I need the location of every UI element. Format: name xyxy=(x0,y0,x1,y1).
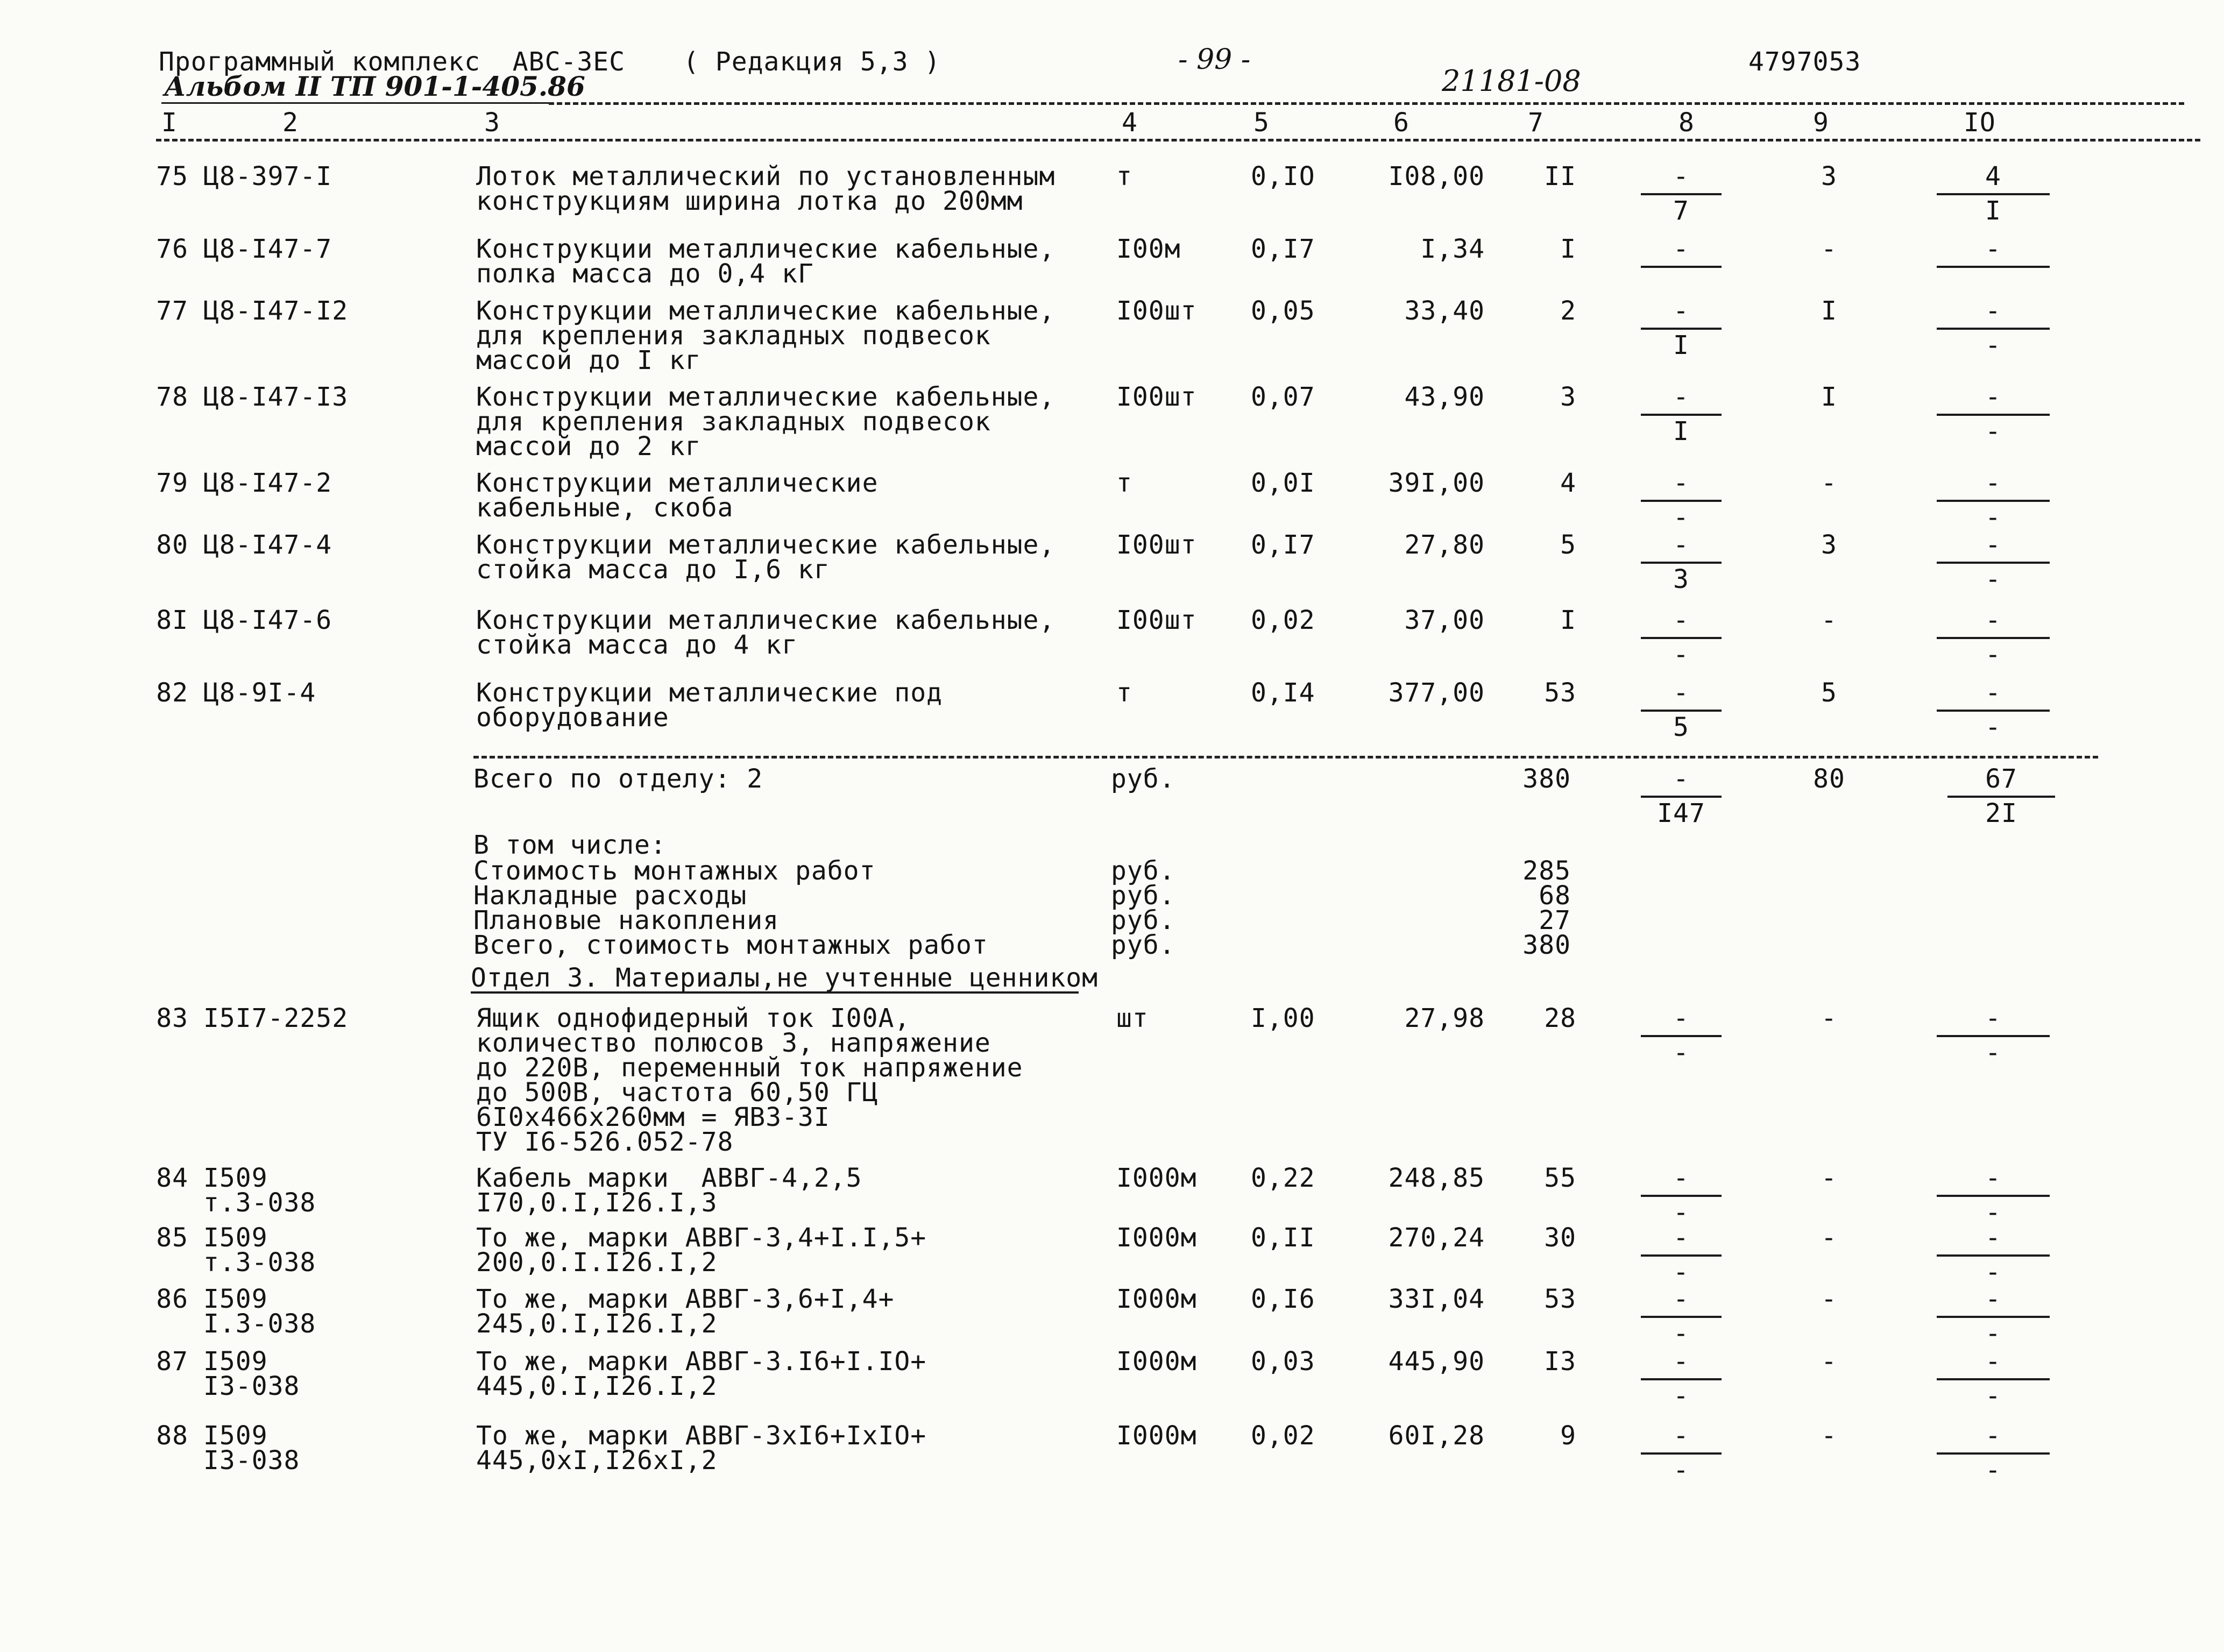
fraction-bar xyxy=(1641,710,1722,712)
fraction-bar xyxy=(1641,193,1722,195)
quantity-cell: 0,0I xyxy=(1251,468,1315,498)
item-code: I509 xyxy=(203,1346,268,1377)
column-number: 8 xyxy=(1678,108,1695,138)
col8-bottom: - xyxy=(1673,1038,1689,1068)
fraction-bar xyxy=(1641,562,1722,564)
col8-top: - xyxy=(1673,1346,1689,1377)
col10-fraction xyxy=(1937,680,2050,745)
item-code: Ц8-I47-I2 xyxy=(203,296,349,326)
col8-top: - xyxy=(1673,1003,1689,1033)
col10-bottom: - xyxy=(1985,1257,2001,1287)
item-code-line2: I3-038 xyxy=(203,1445,300,1476)
col10-bottom: - xyxy=(1985,640,2001,670)
item-description-line: 445,0.I,I26.I,2 xyxy=(476,1371,718,1401)
unit-price-cell: 27,80 xyxy=(1404,530,1485,560)
col8-top: - xyxy=(1673,161,1689,192)
col10-fraction xyxy=(1937,382,2050,449)
col8-top: - xyxy=(1673,296,1689,326)
col8-bottom: 7 xyxy=(1673,196,1689,226)
total-cell: 30 xyxy=(1544,1223,1576,1253)
col10-fraction xyxy=(1937,1163,2050,1230)
quantity-cell: 0,05 xyxy=(1251,296,1315,326)
unit-cell: I00шт xyxy=(1116,530,1197,560)
total-cell: I xyxy=(1560,234,1576,264)
fraction-bar xyxy=(1641,266,1722,268)
col10-bottom: - xyxy=(1985,1381,2001,1411)
breakdown-label: Всего, стоимость монтажных работ xyxy=(473,930,988,960)
breakdown-label: Плановые накопления xyxy=(473,905,780,935)
item-code: Ц8-I47-6 xyxy=(203,605,332,635)
col9-cell: 3 xyxy=(1821,530,1837,560)
breakdown-label: Накладные расходы xyxy=(473,881,747,911)
item-description-line: То же, марки АВВГ-3.I6+I.IO+ xyxy=(476,1346,927,1377)
col10-bottom: - xyxy=(1985,1197,2001,1228)
fraction-bar xyxy=(1937,266,2050,268)
fraction-bar xyxy=(1641,1316,1722,1318)
total-cell: II xyxy=(1544,161,1576,192)
col10-fraction xyxy=(1937,296,2050,363)
item-description-line: до 220В, переменный ток напряжение xyxy=(476,1053,1023,1083)
col9-cell: - xyxy=(1821,605,1837,635)
item-description-line: Конструкции металлические кабельные, xyxy=(476,382,1056,412)
fraction-bar xyxy=(1641,1254,1722,1257)
item-code-line2: I3-038 xyxy=(203,1371,300,1401)
fraction-bar xyxy=(1937,1195,2050,1197)
fraction-bar xyxy=(1641,637,1722,639)
unit-cell: I00шт xyxy=(1116,382,1197,412)
col10-top: - xyxy=(1985,678,2001,708)
unit-price-cell: 60I,28 xyxy=(1388,1421,1485,1451)
item-description-line: стойка масса до I,6 кг xyxy=(476,555,830,585)
item-description-line: Конструкции металлические кабельные, xyxy=(476,234,1056,264)
column-number: 5 xyxy=(1253,108,1270,138)
col10-fraction xyxy=(1937,468,2050,535)
col9-cell: - xyxy=(1821,1346,1837,1377)
col10-bottom: - xyxy=(1985,564,2001,594)
col9-cell: - xyxy=(1821,1421,1837,1451)
quantity-cell: 0,IO xyxy=(1251,161,1315,192)
total-cell: 3 xyxy=(1560,382,1576,412)
item-description-line: конструкциям ширина лотка до 200мм xyxy=(476,186,1023,216)
item-code: Ц8-I47-7 xyxy=(203,234,332,264)
fraction-bar xyxy=(1641,1035,1722,1037)
inventory-number: 4797053 xyxy=(1748,47,1861,77)
total-value: 380 xyxy=(1522,764,1571,794)
col9-cell: 5 xyxy=(1821,678,1837,708)
col10-top: - xyxy=(1985,234,2001,264)
col8-fraction xyxy=(1641,296,1722,363)
item-description-line: для крепления закладных подвесок xyxy=(476,407,991,437)
edition-label: ( Редакция 5,3 ) xyxy=(683,47,941,77)
breakdown-value: 285 xyxy=(1522,856,1571,886)
col8-bottom: - xyxy=(1673,1455,1689,1485)
page-number: - 99 - xyxy=(1178,44,1251,76)
col8-top: - xyxy=(1673,530,1689,560)
col10-bottom: - xyxy=(1985,1038,2001,1068)
total-col9: 80 xyxy=(1813,764,1845,794)
item-description-line: 200,0.I.I26.I,2 xyxy=(476,1247,718,1278)
item-description-line: 245,0.I,I26.I,2 xyxy=(476,1309,718,1339)
unit-price-cell: I,34 xyxy=(1420,234,1485,264)
unit-price-cell: 33I,04 xyxy=(1388,1284,1485,1314)
item-description-line: для крепления закладных подвесок xyxy=(476,321,991,351)
row-number: 87 xyxy=(156,1346,188,1377)
total-cell: 5 xyxy=(1560,530,1576,560)
column-number: 9 xyxy=(1813,108,1829,138)
row-number: 88 xyxy=(156,1421,188,1451)
fraction-bar xyxy=(1641,1452,1722,1455)
total-label: Всего по отделу: 2 xyxy=(473,764,763,794)
col10-fraction xyxy=(1937,1346,2050,1414)
unit-price-cell: 377,00 xyxy=(1388,678,1485,708)
item-description-line: Конструкции металлические под xyxy=(476,678,943,708)
row-number: 79 xyxy=(156,468,188,498)
item-code: Ц8-I47-4 xyxy=(203,530,332,560)
total-cell: 2 xyxy=(1560,296,1576,326)
col10-top: - xyxy=(1985,382,2001,412)
column-number: I xyxy=(161,108,178,138)
item-description-line: кабельные, скоба xyxy=(476,493,734,523)
col8-bottom: - xyxy=(1673,1257,1689,1287)
col8-fraction xyxy=(1641,1225,1722,1290)
breakdown-unit: руб. xyxy=(1111,881,1175,911)
item-description-line: количество полюсов 3, напряжение xyxy=(476,1028,991,1058)
fraction-bar xyxy=(1947,796,2055,798)
album-underline xyxy=(161,102,549,104)
item-description-line: Лоток металлический по установленным xyxy=(476,161,1056,192)
unit-price-cell: 39I,00 xyxy=(1388,468,1485,498)
breakdown-value: 27 xyxy=(1539,905,1571,935)
breakdown-unit: руб. xyxy=(1111,930,1175,960)
unit-price-cell: 43,90 xyxy=(1404,382,1485,412)
fraction-bar xyxy=(1937,1378,2050,1380)
breakdown-unit: руб. xyxy=(1111,856,1175,886)
col8-top: - xyxy=(1673,382,1689,412)
col10-bottom: - xyxy=(1985,1318,2001,1349)
fraction-bar xyxy=(1937,637,2050,639)
col10-fraction xyxy=(1937,1003,2050,1070)
col10-top: - xyxy=(1985,1163,2001,1193)
col9-cell: - xyxy=(1821,1163,1837,1193)
col9-cell: I xyxy=(1821,382,1837,412)
col10-bottom: - xyxy=(1985,416,2001,446)
fraction-bar xyxy=(1641,1378,1722,1380)
col9-cell: I xyxy=(1821,296,1837,326)
fraction-bar xyxy=(1641,414,1722,416)
col10-bottom: - xyxy=(1985,712,2001,742)
col10-bottom: - xyxy=(1985,330,2001,360)
col8-top: - xyxy=(1673,1284,1689,1314)
col9-cell: - xyxy=(1821,234,1837,264)
album-reference: Альбом II ТП 901-1-405.86 xyxy=(164,70,585,102)
unit-cell: I000м xyxy=(1116,1284,1197,1314)
col10-top: - xyxy=(1985,468,2001,498)
column-number: 6 xyxy=(1393,108,1410,138)
section-title-underline xyxy=(471,991,1079,994)
column-number: 2 xyxy=(282,108,299,138)
total-col10-bottom: 2I xyxy=(1985,798,2017,828)
total-cell: 55 xyxy=(1544,1163,1576,1193)
col8-bottom: - xyxy=(1673,1381,1689,1411)
total-cell: I xyxy=(1560,605,1576,635)
breakdown-value: 68 xyxy=(1539,881,1571,911)
item-code: I5I7-2252 xyxy=(203,1003,349,1033)
fraction-bar xyxy=(1937,1316,2050,1318)
col8-top: - xyxy=(1673,1421,1689,1451)
fraction-bar xyxy=(1937,1452,2050,1455)
unit-cell: шт xyxy=(1116,1003,1149,1033)
unit-cell: I00шт xyxy=(1116,605,1197,635)
item-code: I509 xyxy=(203,1223,268,1253)
col8-top: - xyxy=(1673,468,1689,498)
fraction-bar xyxy=(1937,562,2050,564)
total-col8-fraction xyxy=(1641,764,1722,831)
fraction-bar xyxy=(1937,710,2050,712)
col9-cell: 3 xyxy=(1821,161,1837,192)
unit-price-cell: 27,98 xyxy=(1404,1003,1485,1033)
unit-cell: I000м xyxy=(1116,1346,1197,1377)
quantity-cell: 0,I7 xyxy=(1251,530,1315,560)
col9-cell: - xyxy=(1821,1284,1837,1314)
col8-fraction xyxy=(1641,1003,1722,1070)
header-divider-top xyxy=(549,102,2184,105)
column-number: 7 xyxy=(1528,108,1544,138)
fraction-bar xyxy=(1937,414,2050,416)
item-description-line: Конструкции металлические кабельные, xyxy=(476,530,1056,560)
col8-top: - xyxy=(1673,1223,1689,1253)
unit-price-cell: I08,00 xyxy=(1388,161,1485,192)
item-description-line: массой до I кг xyxy=(476,345,702,375)
col8-fraction xyxy=(1641,1423,1722,1488)
fraction-bar xyxy=(1641,796,1722,798)
section-divider xyxy=(473,756,2098,758)
row-number: 8I xyxy=(156,605,188,635)
col8-fraction xyxy=(1641,468,1722,535)
item-description-line: оборудование xyxy=(476,703,669,733)
item-description-line: 445,0хI,I26хI,2 xyxy=(476,1445,718,1476)
col10-top: - xyxy=(1985,1003,2001,1033)
col8-bottom: - xyxy=(1673,1318,1689,1349)
total-col10-fraction xyxy=(1947,764,2055,831)
row-number: 76 xyxy=(156,234,188,264)
col8-bottom: I xyxy=(1673,416,1689,446)
fraction-bar xyxy=(1641,500,1722,502)
section-title: Отдел 3. Материалы,не учтенные ценником xyxy=(471,963,1099,993)
col8-bottom: 5 xyxy=(1673,712,1689,742)
unit-cell: I000м xyxy=(1116,1421,1197,1451)
col10-fraction xyxy=(1937,161,2050,229)
row-number: 78 xyxy=(156,382,188,412)
col9-cell: - xyxy=(1821,468,1837,498)
item-code-line2: т.3-038 xyxy=(203,1247,316,1278)
unit-cell: т xyxy=(1116,678,1132,708)
col10-top: - xyxy=(1985,1421,2001,1451)
fraction-bar xyxy=(1937,1035,2050,1037)
row-number: 82 xyxy=(156,678,188,708)
item-description-line: массой до 2 кг xyxy=(476,431,702,462)
item-description-line: Ящик однофидерный ток I00A, xyxy=(476,1003,911,1033)
row-number: 80 xyxy=(156,530,188,560)
item-code: I509 xyxy=(203,1284,268,1314)
col8-fraction xyxy=(1641,161,1722,229)
col8-bottom: - xyxy=(1673,502,1689,533)
col9-cell: - xyxy=(1821,1003,1837,1033)
fraction-bar xyxy=(1937,1254,2050,1257)
fraction-bar xyxy=(1641,1195,1722,1197)
item-description-line: полка масса до 0,4 кГ xyxy=(476,259,814,289)
header-divider-bottom xyxy=(156,139,2200,141)
col10-bottom: - xyxy=(1985,502,2001,533)
col8-top: - xyxy=(1673,605,1689,635)
item-description-line: 6I0х466х260мм = ЯВЗ-3I xyxy=(476,1102,830,1132)
row-number: 85 xyxy=(156,1223,188,1253)
quantity-cell: 0,I4 xyxy=(1251,678,1315,708)
total-cell: 53 xyxy=(1544,678,1576,708)
item-description-line: I70,0.I,I26.I,3 xyxy=(476,1188,718,1218)
col10-bottom: I xyxy=(1985,196,2001,226)
item-code: Ц8-9I-4 xyxy=(203,678,316,708)
row-number: 84 xyxy=(156,1163,188,1193)
total-unit: руб. xyxy=(1111,764,1175,794)
fraction-bar xyxy=(1937,500,2050,502)
fraction-bar xyxy=(1641,328,1722,330)
item-code: I509 xyxy=(203,1163,268,1193)
col10-fraction xyxy=(1937,1284,2050,1351)
total-col10-top: 67 xyxy=(1985,764,2017,794)
column-number: 4 xyxy=(1122,108,1138,138)
col8-fraction xyxy=(1641,605,1722,672)
col8-fraction xyxy=(1641,234,1722,301)
item-code-line2: I.3-038 xyxy=(203,1309,316,1339)
col10-top: - xyxy=(1985,605,2001,635)
document-code: 21181-08 xyxy=(1442,64,1581,98)
row-number: 86 xyxy=(156,1284,188,1314)
col8-bottom: - xyxy=(1673,640,1689,670)
row-number: 83 xyxy=(156,1003,188,1033)
item-code-line2: т.3-038 xyxy=(203,1188,316,1218)
col8-top: - xyxy=(1673,678,1689,708)
total-col8-bottom: I47 xyxy=(1657,798,1705,828)
unit-cell: т xyxy=(1116,161,1132,192)
col10-top: 4 xyxy=(1985,161,2001,192)
col8-fraction xyxy=(1641,530,1722,597)
fraction-bar xyxy=(1937,193,2050,195)
item-code: Ц8-I47-2 xyxy=(203,468,332,498)
item-description-line: То же, марки АВВГ-3хI6+IхIO+ xyxy=(476,1421,927,1451)
col10-top: - xyxy=(1985,1346,2001,1377)
col8-fraction xyxy=(1641,680,1722,745)
quantity-cell: 0,22 xyxy=(1251,1163,1315,1193)
col8-fraction xyxy=(1641,382,1722,449)
item-description-line: То же, марки АВВГ-3,4+I.I,5+ xyxy=(476,1223,927,1253)
col10-fraction xyxy=(1937,1225,2050,1290)
unit-price-cell: 445,90 xyxy=(1388,1346,1485,1377)
program-title: Программный комплекс АВС-ЗЕС xyxy=(159,47,626,77)
col10-fraction xyxy=(1937,530,2050,597)
unit-cell: I000м xyxy=(1116,1163,1197,1193)
quantity-cell: 0,02 xyxy=(1251,1421,1315,1451)
item-description-line: до 500В, частота 60,50 ГЦ xyxy=(476,1077,879,1108)
unit-cell: I000м xyxy=(1116,1223,1197,1253)
row-number: 75 xyxy=(156,161,188,192)
item-description-line: Конструкции металлические кабельные, xyxy=(476,605,1056,635)
breakdown-unit: руб. xyxy=(1111,905,1175,935)
col10-top: - xyxy=(1985,530,2001,560)
quantity-cell: 0,03 xyxy=(1251,1346,1315,1377)
quantity-cell: 0,02 xyxy=(1251,605,1315,635)
col8-top: - xyxy=(1673,234,1689,264)
unit-price-cell: 248,85 xyxy=(1388,1163,1485,1193)
total-cell: 53 xyxy=(1544,1284,1576,1314)
col10-top: - xyxy=(1985,296,2001,326)
item-description-line: ТУ I6-526.052-78 xyxy=(476,1127,734,1157)
item-description-line: Конструкции металлические xyxy=(476,468,879,498)
breakdown-label: Стоимость монтажных работ xyxy=(473,856,876,886)
column-number: 3 xyxy=(484,108,500,138)
quantity-cell: 0,I7 xyxy=(1251,234,1315,264)
total-cell: 9 xyxy=(1560,1421,1576,1451)
col8-fraction xyxy=(1641,1163,1722,1230)
quantity-cell: 0,II xyxy=(1251,1223,1315,1253)
col8-top: - xyxy=(1673,1163,1689,1193)
total-cell: I3 xyxy=(1544,1346,1576,1377)
item-code: I509 xyxy=(203,1421,268,1451)
col8-bottom: 3 xyxy=(1673,564,1689,594)
unit-cell: т xyxy=(1116,468,1132,498)
item-description-line: Кабель марки АВВГ-4,2,5 xyxy=(476,1163,862,1193)
item-description-line: Конструкции металлические кабельные, xyxy=(476,296,1056,326)
col10-bottom: - xyxy=(1985,1455,2001,1485)
breakdown-title: В том числе: xyxy=(473,830,667,860)
quantity-cell: 0,I6 xyxy=(1251,1284,1315,1314)
col10-fraction xyxy=(1937,1423,2050,1488)
item-code: Ц8-I47-I3 xyxy=(203,382,349,412)
col10-top: - xyxy=(1985,1284,2001,1314)
col8-fraction xyxy=(1641,1346,1722,1414)
unit-price-cell: 270,24 xyxy=(1388,1223,1485,1253)
quantity-cell: 0,07 xyxy=(1251,382,1315,412)
total-cell: 4 xyxy=(1560,468,1576,498)
fraction-bar xyxy=(1937,328,2050,330)
quantity-cell: I,00 xyxy=(1251,1003,1315,1033)
item-code: Ц8-397-I xyxy=(203,161,332,192)
col10-fraction xyxy=(1937,234,2050,301)
breakdown-value: 380 xyxy=(1522,930,1571,960)
unit-price-cell: 33,40 xyxy=(1404,296,1485,326)
col9-cell: - xyxy=(1821,1223,1837,1253)
col10-fraction xyxy=(1937,605,2050,672)
col8-bottom: - xyxy=(1673,1197,1689,1228)
column-number: IO xyxy=(1964,108,1996,138)
unit-price-cell: 37,00 xyxy=(1404,605,1485,635)
item-description-line: То же, марки АВВГ-3,6+I,4+ xyxy=(476,1284,895,1314)
unit-cell: I00м xyxy=(1116,234,1181,264)
item-description-line: стойка масса до 4 кг xyxy=(476,630,798,660)
total-col8-top: - xyxy=(1673,764,1689,794)
col8-bottom: I xyxy=(1673,330,1689,360)
col8-fraction xyxy=(1641,1284,1722,1351)
col10-top: - xyxy=(1985,1223,2001,1253)
total-cell: 28 xyxy=(1544,1003,1576,1033)
row-number: 77 xyxy=(156,296,188,326)
unit-cell: I00шт xyxy=(1116,296,1197,326)
